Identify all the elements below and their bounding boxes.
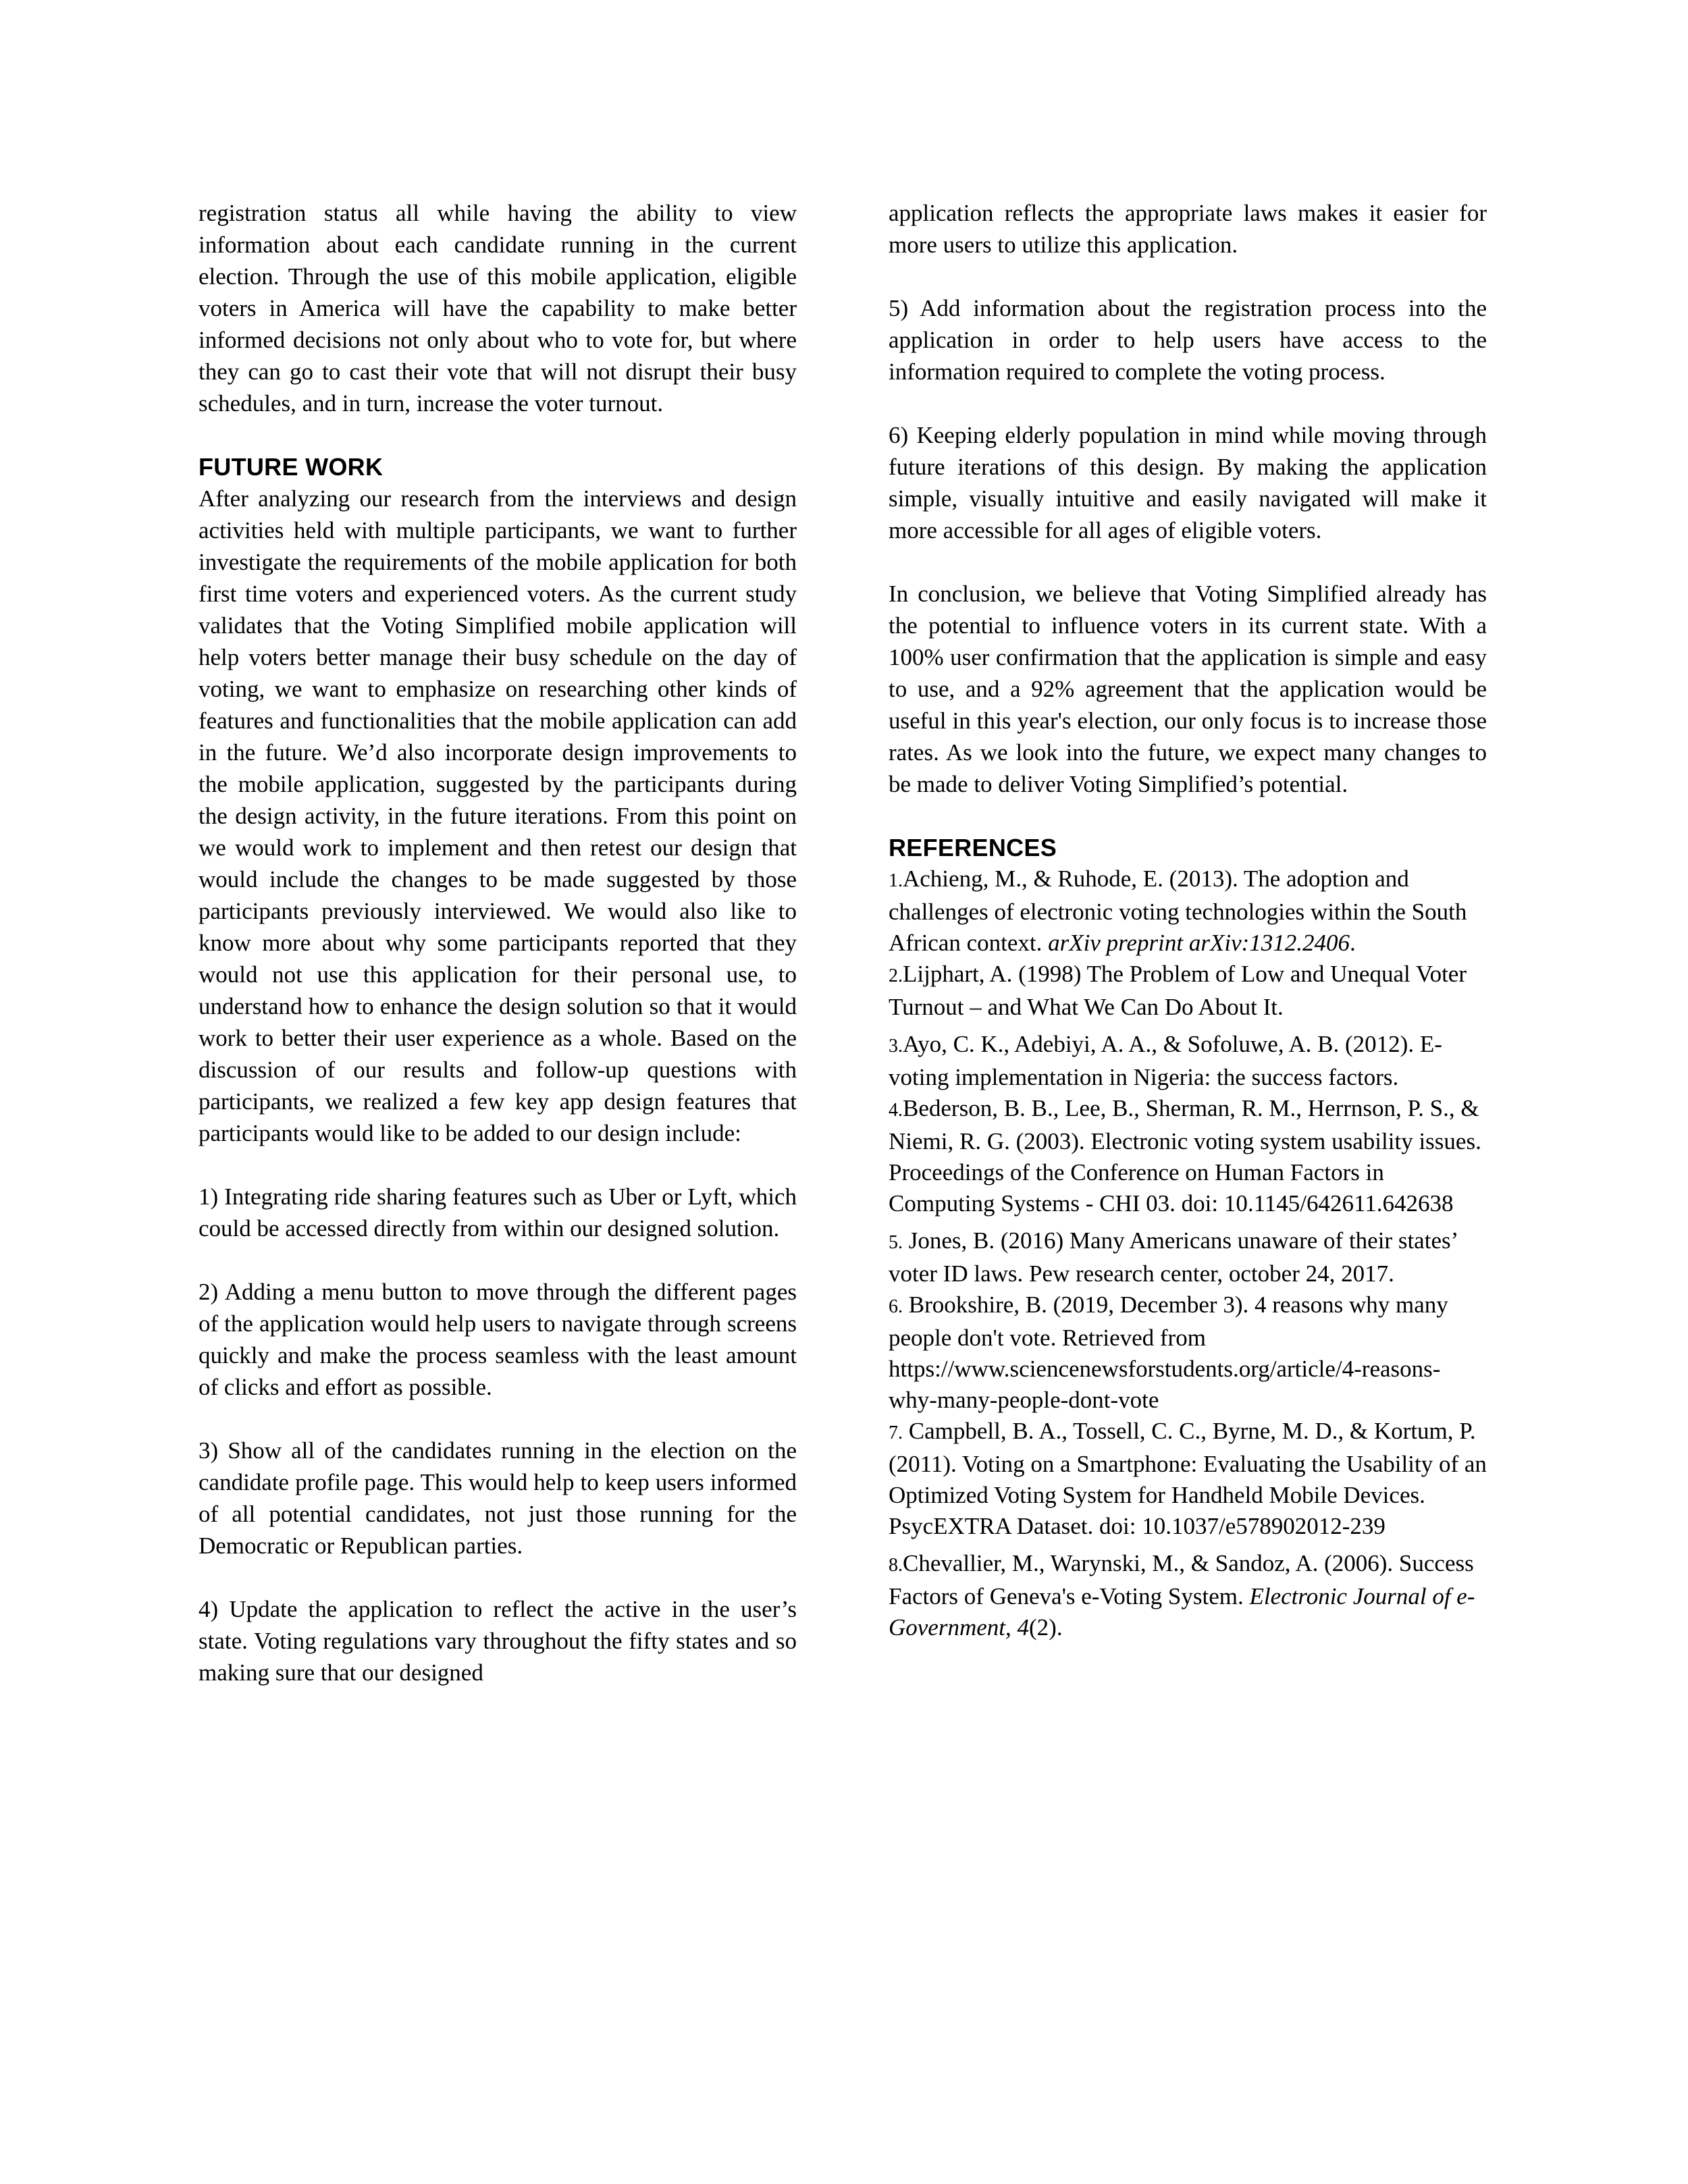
list-item-6: 6) Keeping elderly population in mind while moving through future iterations of this design. By making the application simple, visually intuitive and easily navigated will make it more accessible for all ages of eligible voters.	[889, 422, 1487, 543]
future-work-paragraph: After analyzing our research from the interviews and design activities held with multiple participants, we want to further investigate the requirements of the mobile application for both first time voters and experienced voters. As the current study validates that the Voting Simplified mobile application will help voters better manage their busy schedule on the day of voting, we want to emphasize on researching other kinds of features and functionalities that the mobile application can add in the future. We’d also incorporate design improvements to the mobile application, suggested by the participants during the design activity, in the future iterations. From this point on we would work to implement and then retest our design that would include the changes to be made suggested by those participants previously interviewed. We would also like to know more about why some participants reported that they would not use this application for their personal use, to understand how to enhance the design solution so that it would work to better their user experience as a whole. Based on the discussion of our results and follow-up questions with participants, we realized a few key app design features that participants would like to be added to our design include:	[199, 485, 797, 1146]
reference-item	[889, 1416, 1487, 1542]
reference-number: 7.	[889, 1422, 903, 1443]
reference-number: 6.	[889, 1296, 903, 1317]
reference-journal: Electronic Journal of e-Government	[889, 1583, 1475, 1641]
references-list	[889, 863, 1487, 1643]
list-item-4: 4) Update the application to reflect the active in the user’s state. Voting regulations vary throughout the fifty states and so making sure that our designed	[199, 1596, 797, 1686]
reference-journal: arXiv preprint arXiv:1312.2406	[1048, 930, 1350, 956]
reference-number: 5.	[889, 1232, 903, 1253]
left-column	[199, 197, 797, 1688]
reference-number: 3.	[889, 1036, 903, 1057]
reference-text: Ayo, C. K., Adebiyi, A. A., & Sofoluwe, A. B. (2012). E-voting implementation in Nigeria: the success factors.	[889, 1031, 1442, 1090]
reference-text: Campbell, B. A., Tossell, C. C., Byrne, M. D., & Kortum, P. (2011). Voting on a Smartphone: Evaluating the Usability of an Optimized Voting System for Handheld Mobile Devices. PsycEXTRA Dataset. doi: 10.1037/e578902012-239	[889, 1418, 1487, 1539]
reference-item	[889, 1289, 1487, 1416]
reference-number: 1.	[889, 870, 903, 891]
list-item-4-continued: application reflects the appropriate laws makes it easier for more users to utilize this application.	[889, 200, 1487, 258]
list-item-1: 1) Integrating ride sharing features such as Uber or Lyft, which could be accessed directly from within our designed solution.	[199, 1183, 797, 1242]
reference-item	[889, 863, 1487, 959]
references-heading: REFERENCES	[889, 834, 1057, 861]
reference-text: Chevallier, M., Warynski, M., & Sandoz, A. (2006). Success Factors of Geneva's e-Voting System.	[889, 1550, 1474, 1609]
reference-item	[889, 1225, 1487, 1289]
reference-item	[889, 1093, 1487, 1219]
intro-paragraph: registration status all while having the ability to view information about each candidate running in the current election. Through the use of this mobile application, eligible voters in America will have the capability to make better informed decisions not only about who to vote for, but where they can go to cast their vote that will not disrupt their busy schedules, and in turn, increase the voter turnout.	[199, 200, 797, 417]
reference-tail: ,	[1005, 1614, 1018, 1641]
reference-item	[889, 1548, 1487, 1643]
reference-tail: .	[1350, 930, 1356, 956]
reference-item	[889, 959, 1487, 1023]
reference-text: Brookshire, B. (2019, December 3). 4 reasons why many people don't vote. Retrieved from https://www.sciencenewsforstudents.org/article/4-reasons-why-many-people-dont-vote	[889, 1291, 1448, 1413]
list-item-5: 5) Add information about the registration process into the application in order to help users have access to the information required to complete the voting process.	[889, 295, 1487, 385]
list-item-3: 3) Show all of the candidates running in the election on the candidate profile page. This would help to keep users informed of all potential candidates, not just those running for the Democratic or Republican parties.	[199, 1437, 797, 1559]
reference-number: 2.	[889, 965, 903, 986]
reference-text: Bederson, B. B., Lee, B., Sherman, R. M., Herrnson, P. S., & Niemi, R. G. (2003). Electronic voting system usability issues. Proceedings of the Conference on Human Factors in Computing Systems - CHI 03. doi: 10.1145/642611.642638	[889, 1095, 1481, 1217]
reference-text: Lijphart, A. (1998) The Problem of Low and Unequal Voter Turnout – and What We Can Do About It.	[889, 961, 1467, 1020]
list-item-2: 2) Adding a menu button to move through the different pages of the application would help users to navigate through screens quickly and make the process seamless with the least amount of clicks and effort as possible.	[199, 1279, 797, 1400]
reference-text: Jones, B. (2016) Many Americans unaware of their states’ voter ID laws. Pew research center, october 24, 2017.	[889, 1227, 1457, 1287]
reference-volume: 4	[1017, 1614, 1030, 1641]
reference-item	[889, 1029, 1487, 1093]
conclusion-paragraph: In conclusion, we believe that Voting Simplified already has the potential to influence voters in its current state. With a 100% user confirmation that the application is simple and easy to use, and a 92% agreement that the application would be useful in this year's election, our only focus is to increase those rates. As we look into the future, we expect many changes to be made to deliver Voting Simplified’s potential.	[889, 581, 1487, 797]
future-work-heading: FUTURE WORK	[199, 453, 384, 481]
reference-tail: (2).	[1029, 1614, 1063, 1641]
reference-number: 4.	[889, 1100, 903, 1121]
reference-text: Achieng, M., & Ruhode, E. (2013). The adoption and challenges of electronic voting technologies within the South African context.	[889, 865, 1467, 956]
right-column	[889, 197, 1487, 1643]
reference-number: 8.	[889, 1555, 903, 1576]
